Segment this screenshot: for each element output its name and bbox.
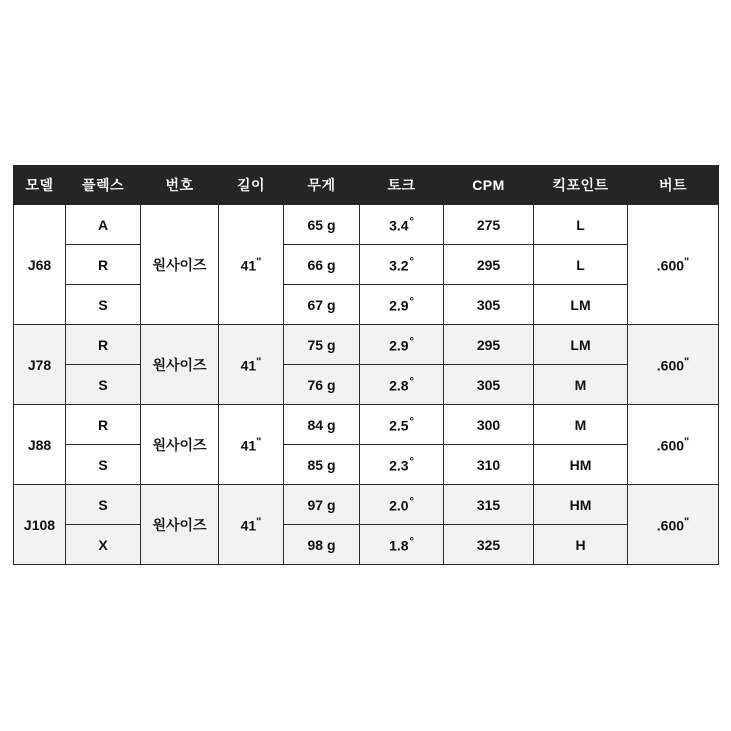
table-row	[14, 325, 719, 365]
column-header-model: 모델	[14, 166, 66, 205]
cell-kickpoint: LM	[534, 325, 628, 365]
table-row	[14, 285, 719, 325]
table-body	[14, 205, 719, 565]
cell-weight: 76 g	[284, 365, 360, 405]
cell-kickpoint: LM	[534, 285, 628, 325]
cell-weight: 85 g	[284, 445, 360, 485]
cell-torque: 2.9°	[360, 285, 444, 325]
cell-model: J108	[14, 485, 66, 565]
cell-torque: 3.2°	[360, 245, 444, 285]
cell-number: 원사이즈	[141, 485, 219, 565]
table-header-row	[14, 166, 719, 205]
cell-butt: .600"	[628, 485, 719, 565]
cell-torque: 2.9°	[360, 325, 444, 365]
cell-kickpoint: M	[534, 405, 628, 445]
cell-weight: 66 g	[284, 245, 360, 285]
cell-length: 41"	[219, 405, 284, 485]
table-row	[14, 445, 719, 485]
cell-torque: 1.8°	[360, 525, 444, 565]
cell-butt: .600"	[628, 405, 719, 485]
cell-cpm: 300	[444, 405, 534, 445]
cell-torque: 2.0°	[360, 485, 444, 525]
shaft-spec-table	[13, 165, 719, 565]
cell-model: J68	[14, 205, 66, 325]
cell-butt: .600"	[628, 205, 719, 325]
table-row	[14, 365, 719, 405]
cell-cpm: 275	[444, 205, 534, 245]
cell-torque: 2.8°	[360, 365, 444, 405]
cell-flex: R	[66, 325, 141, 365]
column-header-butt: 버트	[628, 166, 719, 205]
column-header-torque: 토크	[360, 166, 444, 205]
column-header-weight: 무게	[284, 166, 360, 205]
cell-kickpoint: M	[534, 365, 628, 405]
cell-torque: 3.4°	[360, 205, 444, 245]
cell-butt: .600"	[628, 325, 719, 405]
cell-cpm: 310	[444, 445, 534, 485]
cell-flex: S	[66, 485, 141, 525]
cell-length: 41"	[219, 485, 284, 565]
cell-torque: 2.3°	[360, 445, 444, 485]
cell-cpm: 315	[444, 485, 534, 525]
cell-kickpoint: L	[534, 245, 628, 285]
column-header-length: 길이	[219, 166, 284, 205]
cell-number: 원사이즈	[141, 205, 219, 325]
cell-length: 41"	[219, 325, 284, 405]
column-header-flex: 플렉스	[66, 166, 141, 205]
table-row	[14, 485, 719, 525]
cell-flex: S	[66, 285, 141, 325]
column-header-kickpoint: 킥포인트	[534, 166, 628, 205]
cell-number: 원사이즈	[141, 325, 219, 405]
cell-torque: 2.5°	[360, 405, 444, 445]
table-row	[14, 205, 719, 245]
cell-cpm: 295	[444, 325, 534, 365]
cell-length: 41"	[219, 205, 284, 325]
cell-weight: 75 g	[284, 325, 360, 365]
cell-model: J88	[14, 405, 66, 485]
cell-flex: X	[66, 525, 141, 565]
column-header-number: 번호	[141, 166, 219, 205]
cell-flex: S	[66, 365, 141, 405]
cell-kickpoint: L	[534, 205, 628, 245]
column-header-cpm: CPM	[444, 166, 534, 205]
cell-flex: S	[66, 445, 141, 485]
cell-flex: A	[66, 205, 141, 245]
cell-weight: 98 g	[284, 525, 360, 565]
table-row	[14, 405, 719, 445]
cell-cpm: 305	[444, 365, 534, 405]
cell-weight: 97 g	[284, 485, 360, 525]
cell-model: J78	[14, 325, 66, 405]
shaft-spec-table-container	[13, 165, 718, 565]
cell-flex: R	[66, 245, 141, 285]
cell-kickpoint: H	[534, 525, 628, 565]
cell-cpm: 305	[444, 285, 534, 325]
cell-kickpoint: HM	[534, 445, 628, 485]
table-row	[14, 245, 719, 285]
table-row	[14, 525, 719, 565]
cell-cpm: 325	[444, 525, 534, 565]
cell-number: 원사이즈	[141, 405, 219, 485]
cell-weight: 65 g	[284, 205, 360, 245]
cell-weight: 67 g	[284, 285, 360, 325]
cell-cpm: 295	[444, 245, 534, 285]
cell-kickpoint: HM	[534, 485, 628, 525]
cell-flex: R	[66, 405, 141, 445]
cell-weight: 84 g	[284, 405, 360, 445]
